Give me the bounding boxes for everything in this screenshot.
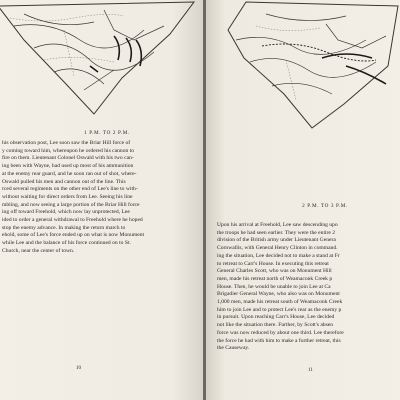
page-number: 11 xyxy=(308,368,313,373)
right-page xyxy=(206,0,400,400)
body-text: Upon his arrival at Freehold, Lee saw descending upo the troops he had seen earlier. They were the entire 2 division of the British army under Lieutenant Genera Cornwallis, with General Henry Clinton in command. ing the situation, Lee decided not to make a stand at Fr to retreat to Carr's House. In executing this retreat General Charles Scott, who was on Monument Hill men, made his retreat north of Weamaconk Creek p House. Then, he would be unable to join Lee at Ca Brigadier General Wayne, who also was on Monument 1,000 men, made his retreat south of Weamaconk Creek him to join Lee and to protect Lee's rear as the enemy p in pursuit. Upon reaching Carr's House, Lee decided not like the situation there. Further, by Scott's absen force was now reduced by about one third. Lee therefore the force he had with him to make a further retreat, this the Causeway. xyxy=(217,222,344,352)
battle-map-1pm-2pm xyxy=(0,0,200,122)
map-caption: 1 P.M. TO 2 P.M. xyxy=(84,130,130,136)
battle-map-2pm-3pm xyxy=(226,0,400,130)
page-number: 10 xyxy=(76,366,81,371)
body-text: his observation post, Lee soon saw the Briar Hill force of y coming toward him, whereupon he ordered his cannon to fire on them. Lieutenant Colonel Oswald with his two can- ing been with Wayne, had used up most of his ammunition at the enemy rear guard, and he soon ran out of shot, where- Oswald pulled his men and cannon out of the line. This rced several regiments on the other end of Lee's line to with- without waiting for direct orders from Lee. Seeing his line mbling, and now seeing a large portion of the Briar Hill force ing off toward Freehold, which now lay unprotected, Lee ided to order a general withdrawal to Freehold where he hoped stop the enemy advance. In making the return march to ehold, some of Lee's force ended up on what is now Monument while Lee and the balance of his force continued on to St. Church, near the center of town. xyxy=(2,140,145,254)
map-caption: 2 P.M. TO 3 P.M. xyxy=(302,203,348,209)
